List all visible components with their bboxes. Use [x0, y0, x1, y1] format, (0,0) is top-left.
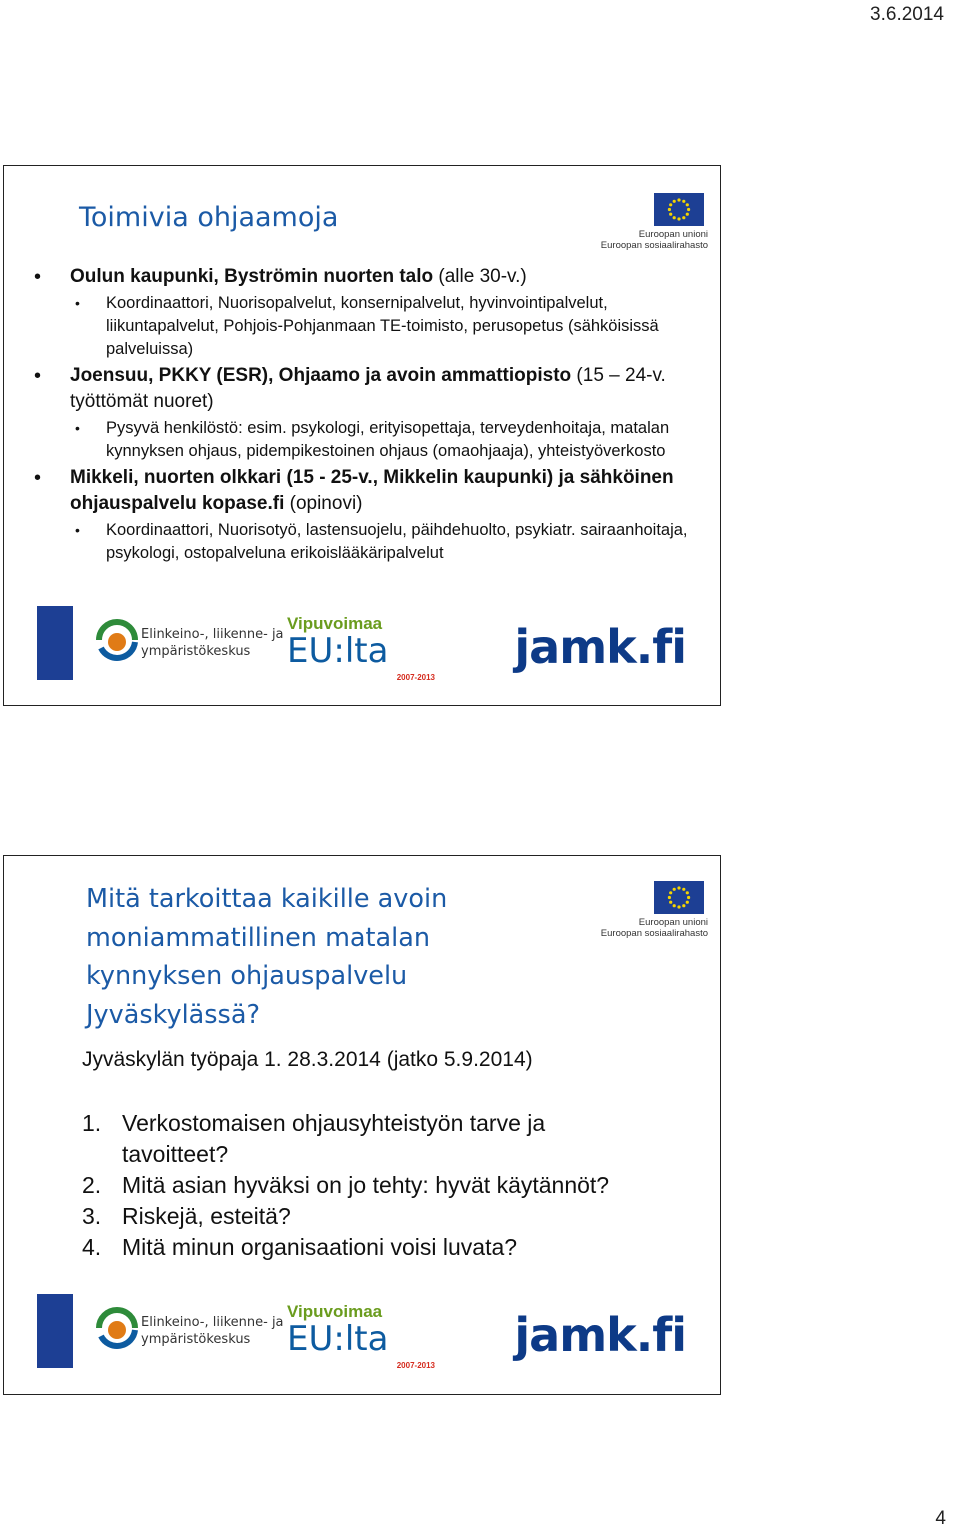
ely-logo — [95, 618, 295, 674]
eu-logo — [596, 881, 708, 939]
eu-lta-label: EU:lta — [287, 1319, 389, 1359]
ely-label-2: ympäristökeskus — [141, 1332, 251, 1347]
question-item — [82, 1108, 642, 1170]
sub-bullet: • Koordinaattori, Nuorisopalvelut, konsernipalvelut, hyvinvointipalvelut, liikuntapalvelut, Pohjois-Pohjanmaan TE-toimisto, perusopetus (sähköisissä palveluissa) — [69, 292, 704, 361]
question-number: 1. — [82, 1110, 102, 1136]
bullet-normal: (15 – 24-v. työttömät nuoret) — [70, 365, 666, 412]
bullet-normal: (opinovi) — [284, 493, 363, 514]
bullet-normal: (alle 30-v.) — [433, 266, 527, 287]
vipuvoimaa-label: Vipuvoimaa — [287, 1302, 383, 1321]
years-label: 2007-2013 — [396, 673, 435, 682]
slide-content — [34, 264, 704, 567]
slide-2 — [3, 855, 721, 1395]
slide-title: Toimivia ohjaamoja — [79, 202, 339, 233]
bullet-joensuu — [34, 363, 704, 463]
slide-1 — [3, 165, 721, 706]
question-number: 4. — [82, 1234, 102, 1260]
question-item — [82, 1170, 642, 1201]
vipuvoimaa-logo — [287, 1302, 437, 1370]
jamk-logo: jamk.fi — [514, 1308, 686, 1362]
slide-footer — [37, 606, 700, 686]
ely-emblem-icon — [95, 618, 139, 664]
question-list — [82, 1108, 642, 1263]
bullet-oulu — [34, 264, 704, 361]
eu-flag-icon — [654, 193, 704, 226]
question-item — [82, 1201, 642, 1232]
vipuvoimaa-label: Vipuvoimaa — [287, 614, 383, 633]
footer-bar — [37, 1294, 73, 1368]
eu-label-1: Euroopan unioni — [638, 229, 708, 240]
eu-flag-icon — [654, 881, 704, 914]
ely-label-1: Elinkeino-, liikenne- ja — [141, 1315, 284, 1330]
jamk-logo: jamk.fi — [514, 620, 686, 674]
bullet-bold: Mikkeli, nuorten olkkari (15 - 25-v., Mikkelin kaupunki) ja sähköinen ohjauspalvelu kopase.fi — [70, 467, 674, 514]
question-number: 2. — [82, 1172, 102, 1198]
slide-title: Mitä tarkoittaa kaikille avoin moniammatillinen matalan kynnyksen ohjauspalvelu Jyväskylässä? — [86, 884, 448, 1030]
ely-emblem-icon — [95, 1306, 139, 1352]
eu-label-2: Euroopan sosiaalirahasto — [600, 240, 708, 251]
eu-lta-label: EU:lta — [287, 631, 389, 671]
bullet-bold: Joensuu, PKKY (ESR), Ohjaamo ja avoin ammattiopisto — [70, 365, 572, 386]
workshop-subtitle: Jyväskylän työpaja 1. 28.3.2014 (jatko 5.9.2014) — [82, 1048, 533, 1071]
question-text: Riskejä, esteitä? — [122, 1203, 291, 1229]
question-text: Mitä asian hyväksi on jo tehty: hyvät käytännöt? — [122, 1172, 610, 1198]
years-label: 2007-2013 — [396, 1361, 435, 1370]
question-text: Mitä minun organisaationi voisi luvata? — [122, 1234, 518, 1260]
eu-logo — [596, 193, 708, 251]
question-text: Verkostomaisen ohjausyhteistyön tarve ja tavoitteet? — [122, 1110, 546, 1167]
ely-label-2: ympäristökeskus — [141, 644, 251, 659]
page-number: 4 — [935, 1508, 946, 1529]
eu-label-1: Euroopan unioni — [638, 917, 708, 928]
page-date: 3.6.2014 — [870, 4, 944, 25]
sub-bullet: • Koordinaattori, Nuorisotyö, lastensuojelu, päihdehuolto, psykiatr. sairaanhoitaja, psykologi, ostopalveluna erikoislääkäripalvelut — [69, 519, 704, 565]
ely-logo — [95, 1306, 295, 1362]
eu-label-2: Euroopan sosiaalirahasto — [600, 928, 708, 939]
bullet-bold: Oulun kaupunki, Byströmin nuorten talo — [70, 266, 434, 287]
bullet-mikkeli — [34, 465, 704, 565]
question-number: 3. — [82, 1203, 102, 1229]
vipuvoimaa-logo — [287, 614, 437, 682]
footer-bar — [37, 606, 73, 680]
ely-label-1: Elinkeino-, liikenne- ja — [141, 627, 284, 642]
sub-bullet: • Pysyvä henkilöstö: esim. psykologi, erityisopettaja, terveydenhoitaja, matalan kynnyksen ohjaus, pidempikestoinen ohjaus (omaohjaaja), yhteistyöverkosto — [69, 417, 704, 463]
slide-footer — [37, 1294, 700, 1374]
question-item — [82, 1232, 642, 1263]
